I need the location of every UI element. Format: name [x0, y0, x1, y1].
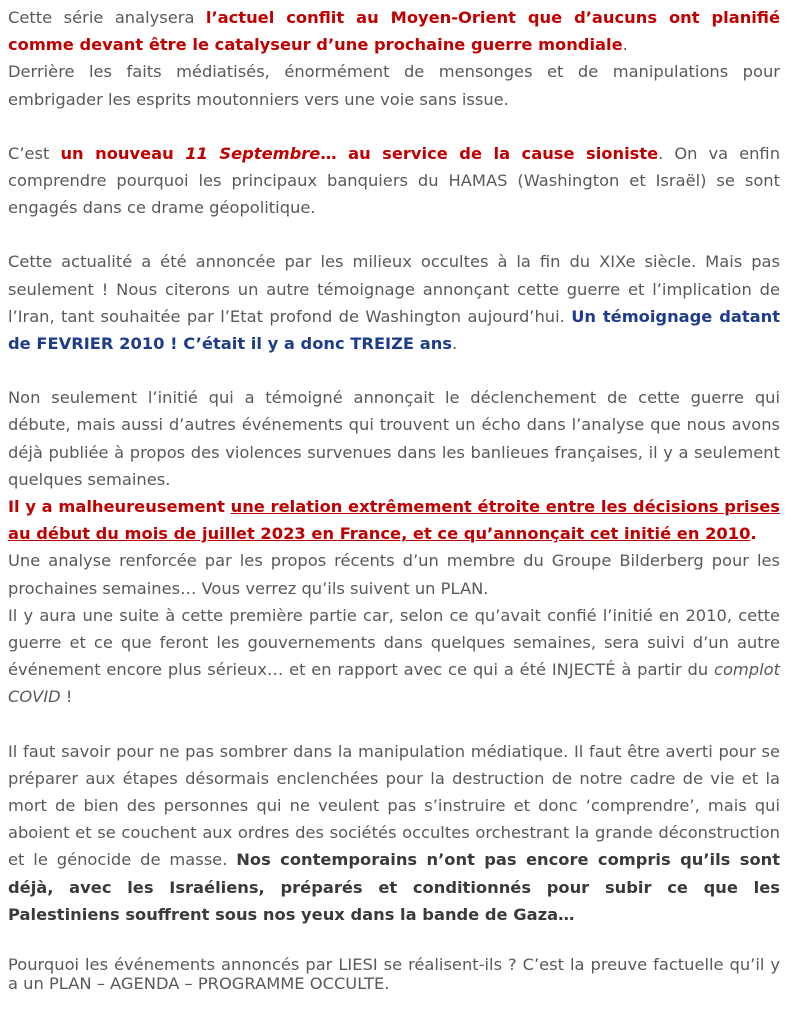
september-highlight-a: un nouveau — [60, 143, 186, 163]
intro-text: Cette série analysera — [8, 8, 206, 27]
paragraph-initiate — [8, 384, 780, 710]
announcement-period: . — [451, 334, 458, 354]
spacer — [8, 221, 780, 248]
spacer — [8, 711, 780, 738]
september-lead: C’est — [8, 143, 61, 163]
sequel-text: Il y aura une suite à cette première partie car, selon ce qu’avait confié l’initié en 2010, cette guerre et ce que feront les gouvernements dans quelques semaines, sera suivi d’un autre événement encore plus sérieux… et en rapport avec ce qui a été INJECTÉ à partir du — [8, 605, 780, 680]
paragraph-announcement — [8, 248, 780, 357]
paragraph-conclusion — [8, 955, 780, 993]
paragraph-september — [8, 140, 780, 222]
spacer — [8, 113, 780, 140]
warning-bold: Nos contemporains n’ont pas encore compris qu’ils sont déjà, avec les Israéliens, préparés et conditionnés pour subir ce que les Palestiniens souffrent sous nos yeux dans la bande de Gaza… — [8, 850, 780, 924]
intro-text-2: Derrière les faits médiatisés, énormément de mensonges et de manipulations pour embrigader les esprits moutonniers vers une voie sans issue. — [8, 62, 780, 109]
covid-italic: complot COVID — [8, 660, 780, 707]
intro-period: . — [622, 35, 628, 55]
sequel-end: ! — [60, 687, 73, 707]
testimony-highlight: Un témoignage datant de FEVRIER 2010 ! C’était il y a donc TREIZE ans — [8, 306, 780, 354]
warning-text: Il faut savoir pour ne pas sombrer dans la manipulation médiatique. Il faut être averti pour se préparer aux étapes désormais enclenchées pour la destruction de notre cadre de vie et la mort de bien des personnes qui ne veulent pas s’instruire et donc ‘comprendre’, mais qui aboient et se couchent aux ordres des sociétés occultes orchestrant la grande déconstruction et le génocide de masse. — [8, 741, 780, 870]
intro-highlight: l’actuel conflit au Moyen-Orient que d’aucuns ont planifié comme devant être le catalyseur d’une prochaine guerre mondiale — [8, 8, 780, 55]
conclusion-text: Pourquoi les événements annoncés par LIESI se réalisent-ils ? C’est la preuve factuelle qu’il y a un PLAN – AGENDA – PROGRAMME OCCULTE. — [8, 955, 780, 994]
spacer — [8, 928, 780, 955]
september-highlight-c: … au service de la cause sioniste — [320, 143, 659, 163]
september-text: . On va enfin comprendre pourquoi les principaux banquiers du HAMAS (Washington et Israël) se sont engagés dans ce drame géopolitique. — [8, 143, 781, 218]
paragraph-intro — [8, 4, 780, 113]
paragraph-warning — [8, 738, 780, 928]
relation-underlined: une relation extrêmement étroite entre les décisions prises au début du mois de juillet 2023 en France, et ce qu’annonçait cet initié en 2010 — [8, 497, 780, 544]
initiate-text: Non seulement l’initié qui a témoigné annonçait le déclenchement de cette guerre qui débute, mais aussi d’autres événements qui trouvent un écho dans l’analyse que nous avons déjà publiée à propos des violences survenues dans les banlieues françaises, il y a seulement quelques semaines. — [8, 388, 780, 489]
announcement-text: Cette actualité a été annoncée par les milieux occultes à la fin du XIXe siècle. Mais pas seulement ! Nous citerons un autre témoignage annonçant cette guerre et l’implication de l’Iran, tant souhaitée par l’Etat profond de Washington aujourd’hui. — [8, 252, 780, 326]
bilderberg-text: Une analyse renforcée par les propos récents d’un membre du Groupe Bilderberg pour les prochaines semaines… Vous verrez qu’ils suivent un PLAN. — [8, 551, 780, 598]
relation-period: . — [750, 524, 757, 544]
spacer — [8, 357, 780, 384]
september-highlight-b: 11 Septembre — [185, 143, 321, 163]
relation-lead: Il y a malheureusement — [8, 497, 231, 517]
